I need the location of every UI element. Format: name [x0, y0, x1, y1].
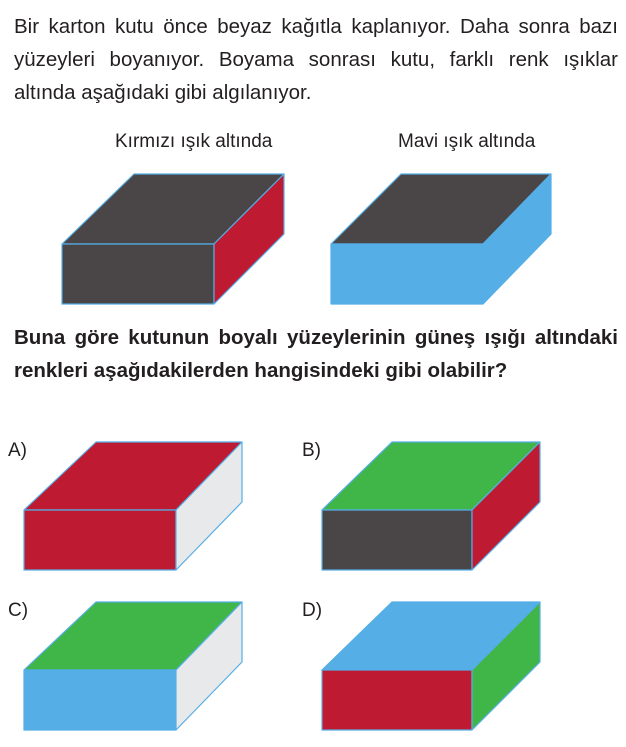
question-prompt: Buna göre kutunun boyalı yüzeylerinin güneş ışığı altındaki renkleri aşağıdakilerden hangisindeki gibi olabilir?	[14, 326, 618, 382]
caption-red-light: Kırmızı ışık altında	[115, 131, 273, 152]
option-d-label[interactable]: D)	[302, 600, 323, 621]
box-face-front[interactable]	[322, 510, 472, 570]
box-blue-light	[331, 172, 556, 307]
option-a-box[interactable]	[24, 440, 249, 573]
box-red-light	[62, 172, 292, 307]
option-b-label[interactable]: B)	[302, 440, 321, 461]
box-face-front	[62, 244, 214, 304]
option-c-label[interactable]: C)	[8, 600, 29, 621]
box-face-front[interactable]	[24, 670, 176, 730]
option-c-box[interactable]	[24, 600, 249, 733]
caption-blue-light: Mavi ışık altında	[398, 131, 536, 152]
question-intro: Bir karton kutu önce beyaz kağıtla kaplanıyor. Daha sonra bazı yüzeyleri boyanıyor. Boyama sonrası kutu, farklı renk ışıklar altında aşağıdaki gibi algılanıyor.	[14, 15, 618, 104]
option-a-label[interactable]: A)	[8, 440, 27, 461]
box-face-front[interactable]	[24, 510, 176, 570]
option-b-box[interactable]	[322, 440, 547, 573]
box-face-front	[331, 244, 483, 304]
box-face-front[interactable]	[322, 670, 472, 730]
option-d-box[interactable]	[322, 600, 547, 733]
